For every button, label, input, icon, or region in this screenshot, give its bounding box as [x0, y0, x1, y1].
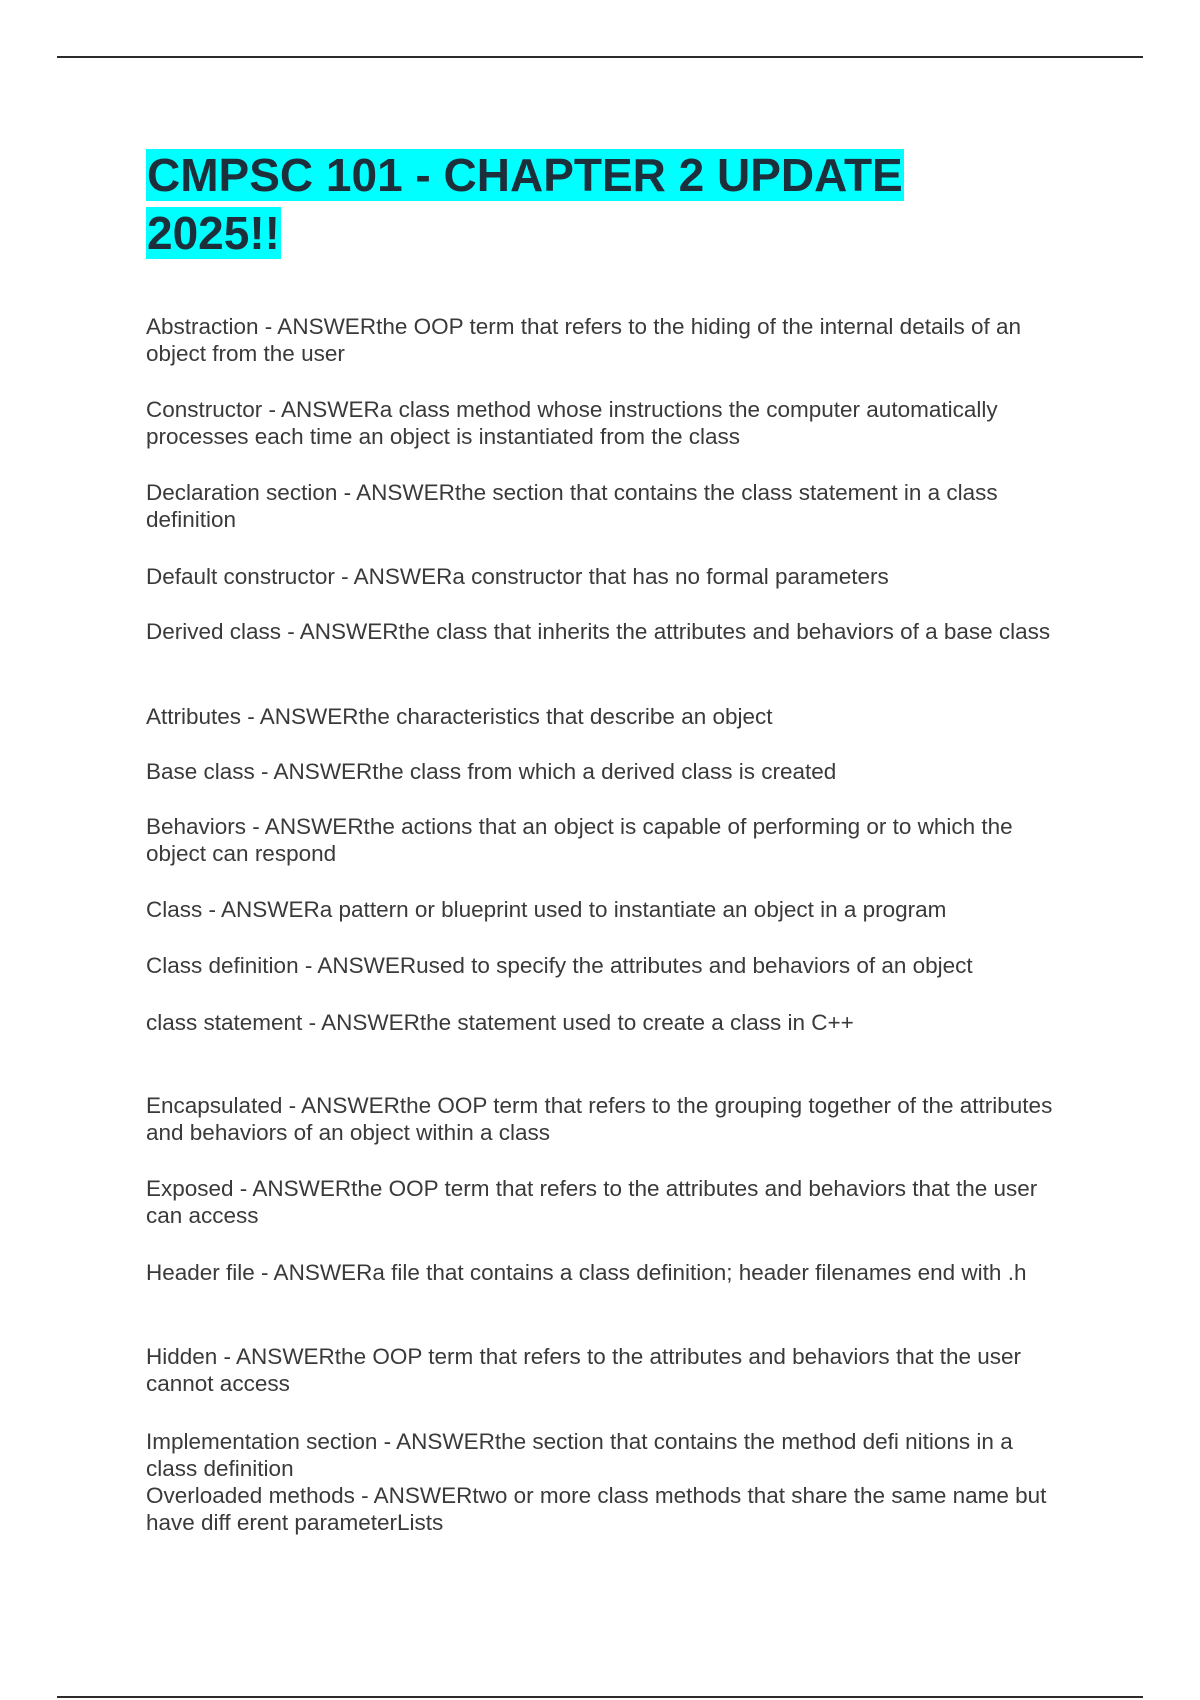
glossary-entry-behaviors: Behaviors - ANSWERthe actions that an object is capable of performing or to which the object can respond	[146, 814, 1013, 866]
glossary-entry-hidden: Hidden - ANSWERthe OOP term that refers to the attributes and behaviors that the user cannot access	[146, 1344, 1022, 1396]
bottom-rule	[57, 1696, 1143, 1698]
glossary-entry-base-class: Base class - ANSWERthe class from which a derived class is created	[146, 759, 837, 784]
glossary-entry-abstraction: Abstraction - ANSWERthe OOP term that refers to the hiding of the internal details of an object from the user	[146, 314, 1022, 366]
glossary-entry-constructor: Constructor - ANSWERa class method whose instructions the computer automatically processes each time an object is instantiated from the class	[146, 397, 998, 449]
glossary-entry-derived-class: Derived class - ANSWERthe class that inherits the attributes and behaviors of a base class	[146, 619, 1051, 644]
document-title	[146, 146, 1046, 262]
glossary-entry-default-constructor: Default constructor - ANSWERa constructor that has no formal parameters	[146, 564, 889, 589]
title-line-2: 2025!!	[147, 207, 280, 259]
glossary-entry-implementation-section: Implementation section - ANSWERthe section that contains the method defi nitions in a class definition	[146, 1429, 1013, 1481]
glossary-entry-declaration-section: Declaration section - ANSWERthe section that contains the class statement in a class definition	[146, 480, 998, 532]
title-line-1: CMPSC 101 - CHAPTER 2 UPDATE	[147, 149, 903, 201]
glossary-entry-overloaded-methods: Overloaded methods - ANSWERtwo or more class methods that share the same name but have diff erent parameterLists	[146, 1483, 1047, 1535]
glossary-entry-class-statement: class statement - ANSWERthe statement used to create a class in C++	[146, 1010, 854, 1035]
glossary-entry-header-file: Header file - ANSWERa file that contains a class definition; header filenames end with .h	[146, 1260, 1027, 1285]
top-rule	[57, 56, 1143, 58]
glossary-entry-encapsulated: Encapsulated - ANSWERthe OOP term that refers to the grouping together of the attributes and behaviors of an object within a class	[146, 1093, 1053, 1145]
glossary-entry-class-definition: Class definition - ANSWERused to specify the attributes and behaviors of an object	[146, 953, 973, 978]
glossary-entry-exposed: Exposed - ANSWERthe OOP term that refers to the attributes and behaviors that the user can access	[146, 1176, 1038, 1228]
glossary-entry-attributes: Attributes - ANSWERthe characteristics that describe an object	[146, 704, 773, 729]
glossary-entry-class: Class - ANSWERa pattern or blueprint used to instantiate an object in a program	[146, 897, 947, 922]
